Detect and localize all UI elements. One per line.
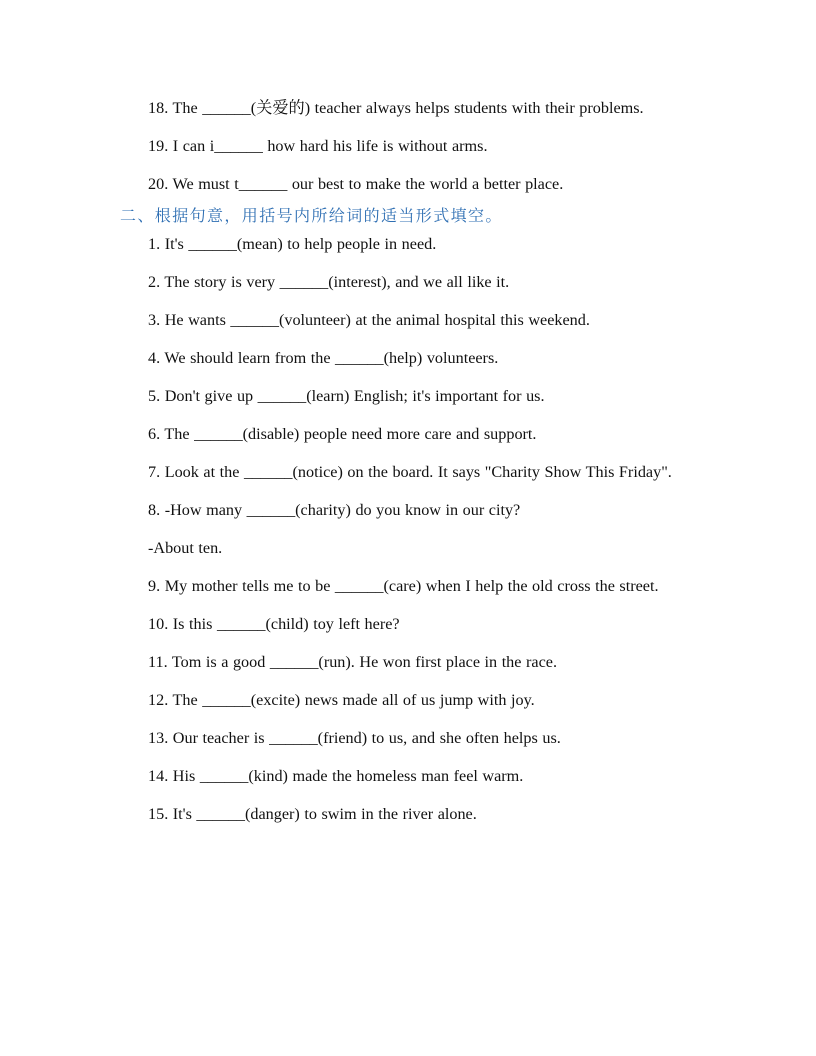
fill-question-1: 1. It's ______(mean) to help people in need. [148,235,437,253]
fill-question-7: 7. Look at the ______(notice) on the board. It says "Charity Show This Friday". [148,463,672,481]
fill-question-3: 3. He wants ______(volunteer) at the animal hospital this weekend. [148,311,590,329]
fill-question-9: 9. My mother tells me to be ______(care) when I help the old cross the street. [148,577,659,595]
fill-question-8: 8. -How many ______(charity) do you know in our city? [148,501,521,519]
worksheet-content [120,96,680,840]
fill-question-15: 15. It's ______(danger) to swim in the river alone. [148,805,477,823]
fill-question-10: 10. Is this ______(child) toy left here? [148,615,400,633]
fill-question-2: 2. The story is very ______(interest), and we all like it. [148,273,510,291]
fill-question-8-response: -About ten. [148,539,223,557]
fill-question-13: 13. Our teacher is ______(friend) to us, and she often helps us. [148,729,561,747]
question-20: 20. We must t______ our best to make the world a better place. [148,175,564,193]
question-19: 19. I can i______ how hard his life is without arms. [148,137,488,155]
fill-question-5: 5. Don't give up ______(learn) English; it's important for us. [148,387,545,405]
fill-question-14: 14. His ______(kind) made the homeless man feel warm. [148,767,524,785]
fill-question-12: 12. The ______(excite) news made all of us jump with joy. [148,691,535,709]
question-18: 18. The ______(关爱的) teacher always helps students with their problems. [148,99,644,117]
fill-question-6: 6. The ______(disable) people need more care and support. [148,425,537,443]
fill-question-11: 11. Tom is a good ______(run). He won first place in the race. [148,653,558,671]
fill-question-4: 4. We should learn from the ______(help) volunteers. [148,349,499,367]
section-two-heading: 二、根据句意，用括号内所给词的适当形式填空。 [120,206,503,225]
